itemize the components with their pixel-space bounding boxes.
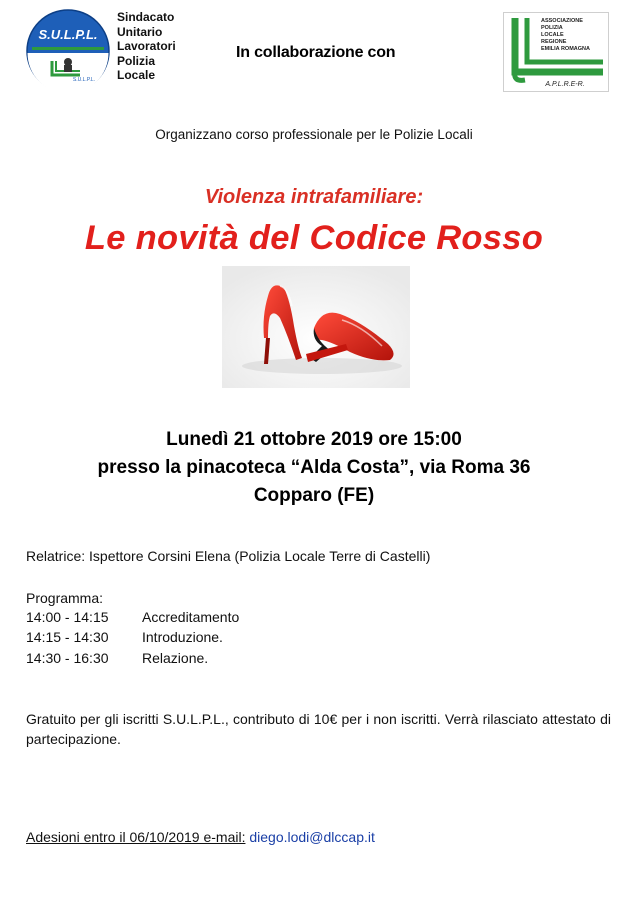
sulpl-logo <box>26 9 110 93</box>
sulpl-name <box>117 10 176 83</box>
sulpl-name-line: Lavoratori <box>117 39 176 53</box>
program-item <box>26 650 208 666</box>
program-item <box>26 629 223 645</box>
sulpl-name-line: Unitario <box>117 24 163 39</box>
collaboration-text: In collaborazione con <box>236 44 396 61</box>
fee-text: Gratuito per gli iscritti S.U.L.P.L., contributo di 10€ per i non iscritti. Verrà rilasciato attestato di partecipazione. <box>26 711 611 747</box>
registration-label: Adesioni entro il 06/10/2019 e-mail: <box>26 829 246 845</box>
sulpl-name-line: Sindacato <box>117 10 175 24</box>
speaker-line: Relatrice: Ispettore Corsini Elena (Polizia Locale Terre di Castelli) <box>26 548 431 564</box>
program-time: 14:00 - 14:15 <box>26 609 109 625</box>
sulpl-logo-small-text: S.U.L.P.L. <box>72 77 96 83</box>
aplre-line: EMILIA ROMAGNA <box>541 46 590 52</box>
subtitle: Violenza intrafamiliare: <box>204 186 424 208</box>
event-place: presso la pinacoteca “Alda Costa”, via Roma 36 <box>97 457 531 478</box>
aplre-line: REGIONE <box>541 39 567 45</box>
aplre-logo <box>503 12 609 92</box>
program-time: 14:30 - 16:30 <box>26 650 109 666</box>
aplre-acronym: A.P.L.R.E-R. <box>545 81 585 88</box>
red-shoes-image <box>222 266 410 388</box>
organize-line: Organizzano corso professionale per le Polizie Locali <box>155 127 473 142</box>
event-date: Lunedì 21 ottobre 2019 ore 15:00 <box>166 429 462 450</box>
program-activity: Accreditamento <box>142 609 240 625</box>
program-activity: Relazione. <box>142 650 209 666</box>
program-time: 14:15 - 14:30 <box>26 629 109 645</box>
registration-email[interactable]: diego.lodi@dlccap.it <box>249 829 375 845</box>
page-title: Le novità del Codice Rosso <box>84 219 544 257</box>
aplre-line: LOCALE <box>541 32 564 38</box>
registration-line <box>26 829 375 845</box>
event-city: Copparo (FE) <box>253 485 375 506</box>
aplre-line: POLIZIA <box>541 25 563 31</box>
sulpl-name-line: Polizia <box>117 53 156 68</box>
program-item <box>26 609 239 625</box>
sulpl-logo-text: S.U.L.P.L. <box>38 27 98 42</box>
program-label: Programma: <box>26 590 104 606</box>
program-activity: Introduzione. <box>142 629 223 645</box>
aplre-line: ASSOCIAZIONE <box>541 18 583 24</box>
sulpl-name-line: Locale <box>117 68 156 82</box>
